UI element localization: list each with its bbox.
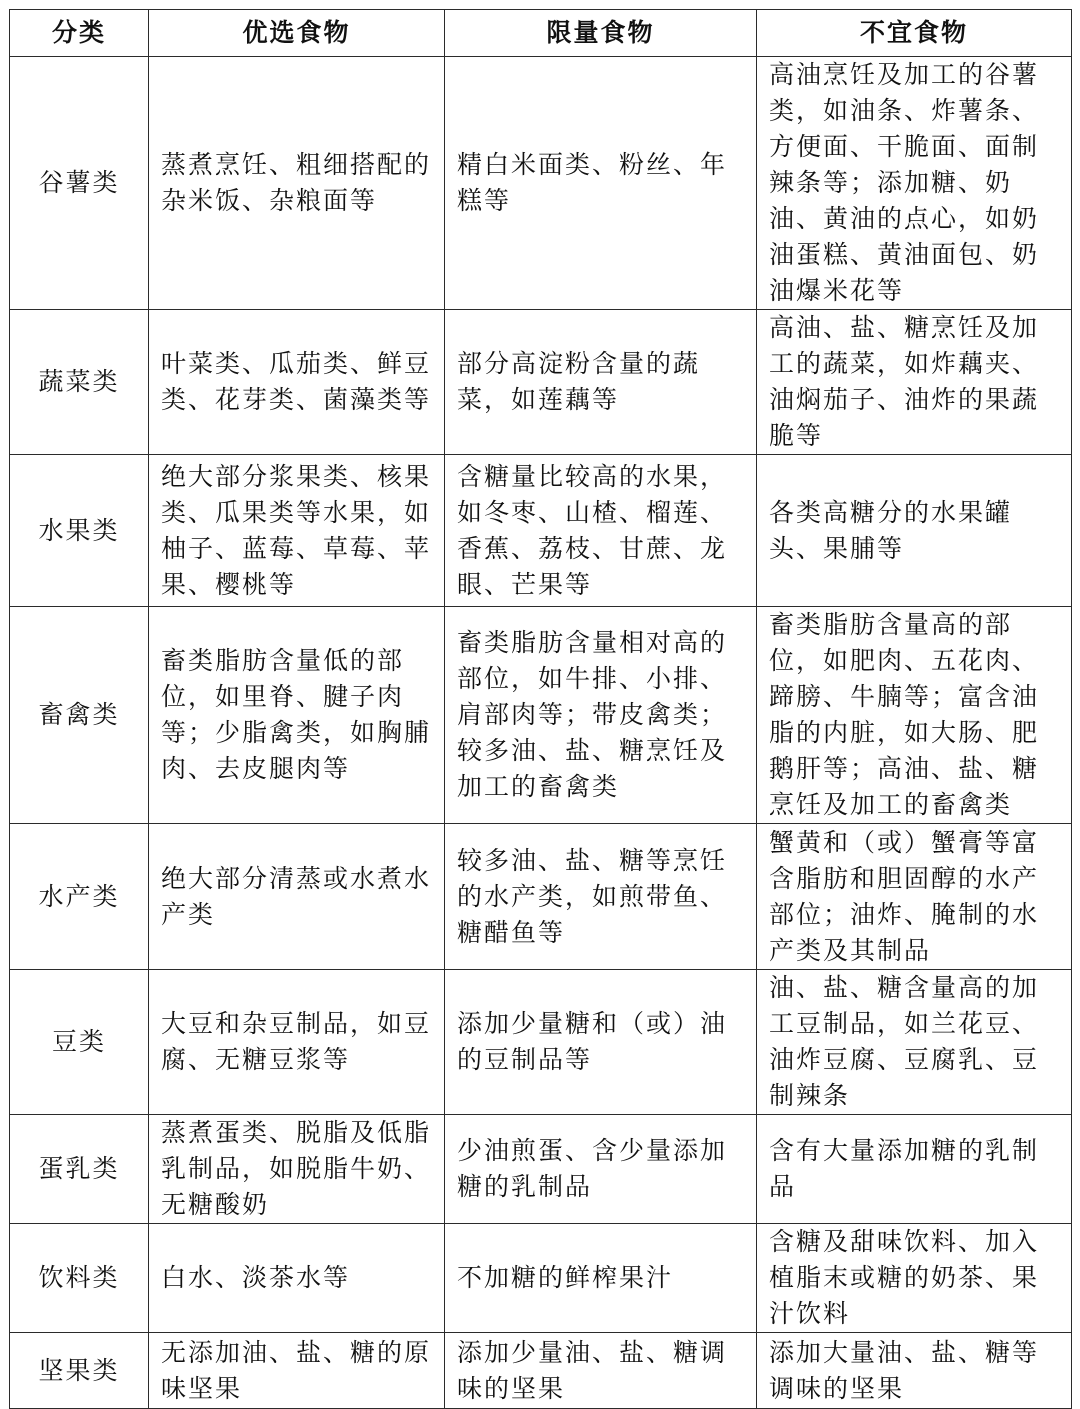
preferred-cell: 蒸煮蛋类、脱脂及低脂乳制品，如脱脂牛奶、无糖酸奶: [149, 1115, 445, 1224]
header-preferred-foods: 优选食物: [149, 10, 445, 57]
header-category: 分类: [10, 10, 149, 57]
table-header-row: [10, 10, 1072, 57]
limited-cell: 较多油、盐、糖等烹饪的水产类，如煎带鱼、糖醋鱼等: [445, 824, 757, 970]
table-row: [10, 1224, 1072, 1333]
limited-cell: 含糖量比较高的水果，如冬枣、山楂、榴莲、香蕉、荔枝、甘蔗、龙眼、芒果等: [445, 455, 757, 607]
category-cell: 蔬菜类: [10, 310, 149, 455]
category-cell: 谷薯类: [10, 57, 149, 310]
preferred-cell: 绝大部分浆果类、核果类、瓜果类等水果，如柚子、蓝莓、草莓、苹果、樱桃等: [149, 455, 445, 607]
food-guide-document: [9, 9, 1072, 1409]
preferred-cell: 绝大部分清蒸或水煮水产类: [149, 824, 445, 970]
table-row: [10, 1333, 1072, 1409]
limited-cell: 添加少量糖和（或）油的豆制品等: [445, 970, 757, 1115]
table-row: [10, 57, 1072, 310]
unsuitable-cell: 含有大量添加糖的乳制品: [757, 1115, 1072, 1224]
food-recommendation-table: [9, 9, 1072, 1409]
header-unsuitable-foods: 不宜食物: [757, 10, 1072, 57]
table-row: [10, 824, 1072, 970]
limited-cell: 不加糖的鲜榨果汁: [445, 1224, 757, 1333]
limited-cell: 少油煎蛋、含少量添加糖的乳制品: [445, 1115, 757, 1224]
preferred-cell: 无添加油、盐、糖的原味坚果: [149, 1333, 445, 1409]
limited-cell: 部分高淀粉含量的蔬菜，如莲藕等: [445, 310, 757, 455]
preferred-cell: 叶菜类、瓜茄类、鲜豆类、花芽类、菌藻类等: [149, 310, 445, 455]
table-row: [10, 310, 1072, 455]
unsuitable-cell: 高油烹饪及加工的谷薯类，如油条、炸薯条、方便面、干脆面、面制辣条等；添加糖、奶油、黄油的点心，如奶油蛋糕、黄油面包、奶油爆米花等: [757, 57, 1072, 310]
preferred-cell: 蒸煮烹饪、粗细搭配的杂米饭、杂粮面等: [149, 57, 445, 310]
unsuitable-cell: 蟹黄和（或）蟹膏等富含脂肪和胆固醇的水产部位；油炸、腌制的水产类及其制品: [757, 824, 1072, 970]
unsuitable-cell: 各类高糖分的水果罐头、果脯等: [757, 455, 1072, 607]
unsuitable-cell: 添加大量油、盐、糖等调味的坚果: [757, 1333, 1072, 1409]
limited-cell: 精白米面类、粉丝、年糕等: [445, 57, 757, 310]
table-row: [10, 607, 1072, 824]
category-cell: 豆类: [10, 970, 149, 1115]
category-cell: 水产类: [10, 824, 149, 970]
table-row: [10, 1115, 1072, 1224]
limited-cell: 添加少量油、盐、糖调味的坚果: [445, 1333, 757, 1409]
preferred-cell: 畜类脂肪含量低的部位，如里脊、腱子肉等；少脂禽类，如胸脯肉、去皮腿肉等: [149, 607, 445, 824]
limited-cell: 畜类脂肪含量相对高的部位，如牛排、小排、肩部肉等；带皮禽类；较多油、盐、糖烹饪及加工的畜禽类: [445, 607, 757, 824]
category-cell: 坚果类: [10, 1333, 149, 1409]
category-cell: 饮料类: [10, 1224, 149, 1333]
category-cell: 蛋乳类: [10, 1115, 149, 1224]
unsuitable-cell: 油、盐、糖含量高的加工豆制品，如兰花豆、油炸豆腐、豆腐乳、豆制辣条: [757, 970, 1072, 1115]
table-row: [10, 455, 1072, 607]
table-row: [10, 970, 1072, 1115]
unsuitable-cell: 含糖及甜味饮料、加入植脂末或糖的奶茶、果汁饮料: [757, 1224, 1072, 1333]
preferred-cell: 白水、淡茶水等: [149, 1224, 445, 1333]
header-limited-foods: 限量食物: [445, 10, 757, 57]
unsuitable-cell: 畜类脂肪含量高的部位，如肥肉、五花肉、蹄膀、牛腩等；富含油脂的内脏，如大肠、肥鹅肝等；高油、盐、糖烹饪及加工的畜禽类: [757, 607, 1072, 824]
preferred-cell: 大豆和杂豆制品，如豆腐、无糖豆浆等: [149, 970, 445, 1115]
category-cell: 畜禽类: [10, 607, 149, 824]
unsuitable-cell: 高油、盐、糖烹饪及加工的蔬菜，如炸藕夹、油焖茄子、油炸的果蔬脆等: [757, 310, 1072, 455]
category-cell: 水果类: [10, 455, 149, 607]
